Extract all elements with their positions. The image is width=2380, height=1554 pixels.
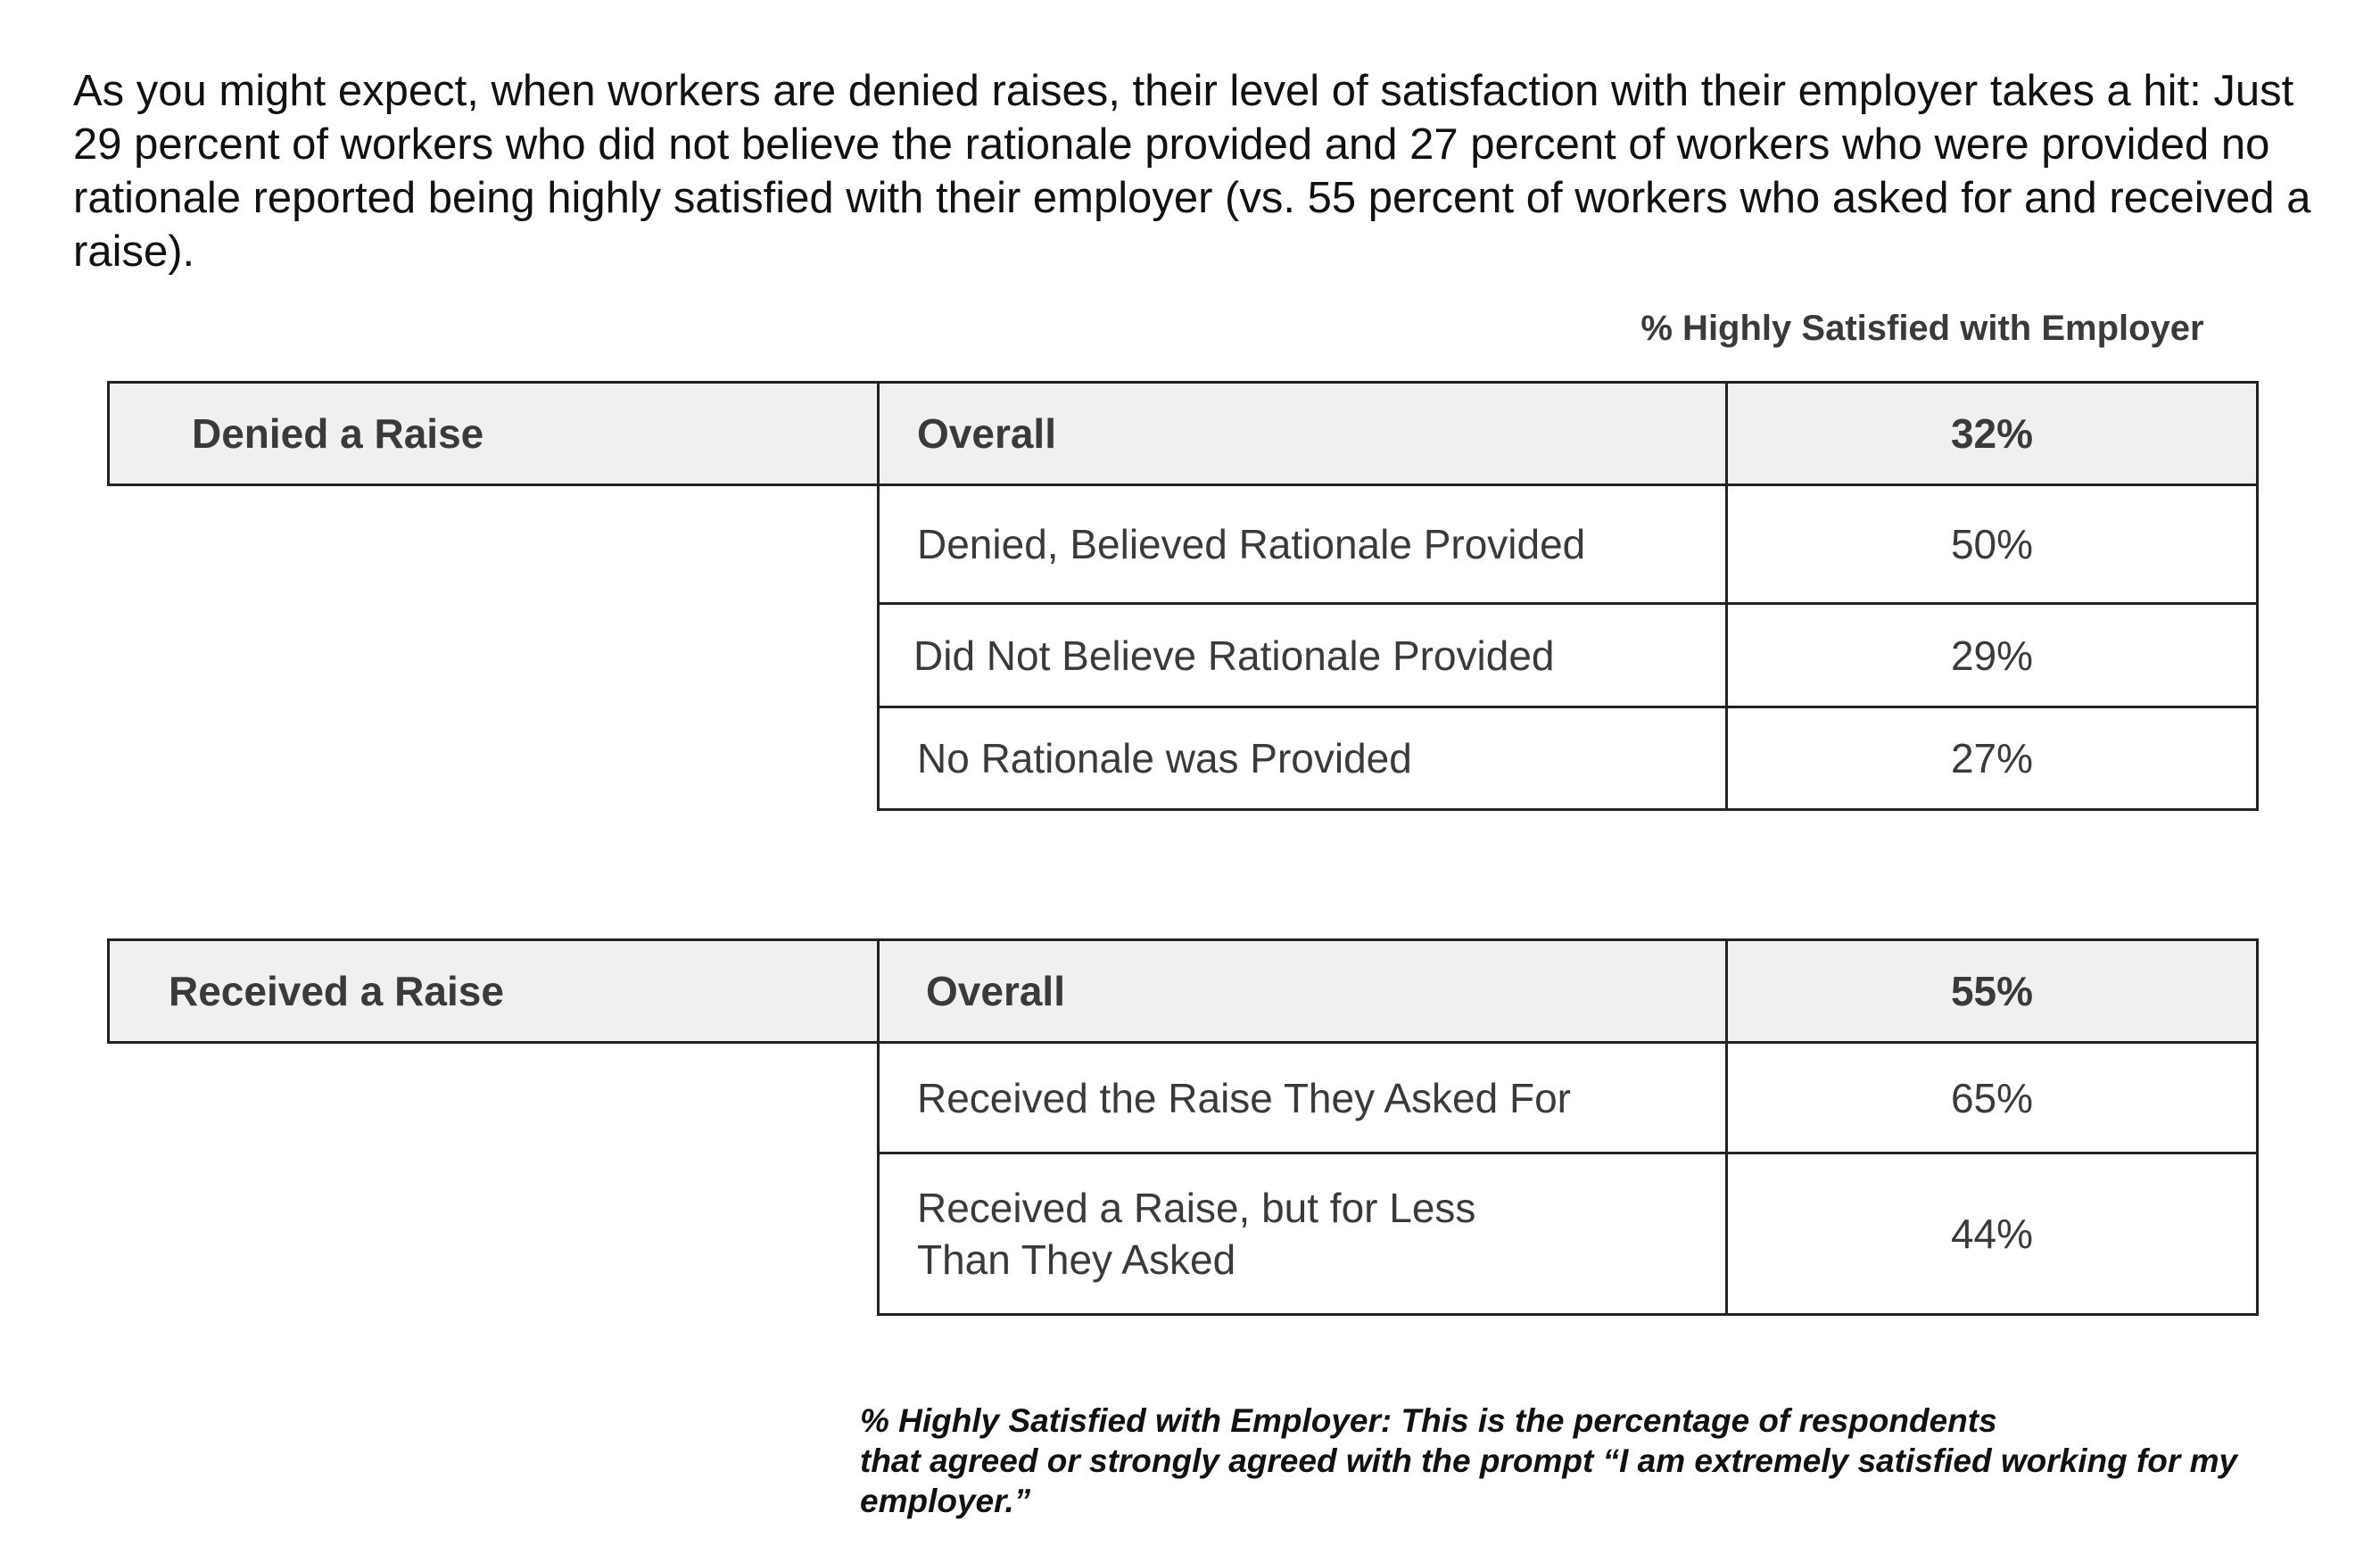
row-value: 27% [1725,706,2259,811]
row-label: Received the Raise They Asked For [877,1041,1728,1154]
row-label: Received a Raise, but for Less Than They Asked [877,1152,1728,1316]
intro-paragraph: As you might expect, when workers are denied raises, their level of satisfaction with their employer takes a hit: Just 29 percent of workers who did not believe the rationale provided and 27 percent of workers who were provided no rationale reported being highly satisfied with their employer (vs. 55 percent of workers who asked for and received a raise). [73,67,2311,276]
row-label: Denied, Believed Rationale Provided [877,484,1728,605]
row-value: 55% [1725,938,2259,1044]
group-label: Denied a Raise [107,381,880,486]
row-label: Did Not Believe Rationale Provided [877,602,1728,708]
row-value: 50% [1725,484,2259,605]
table-row [107,602,2259,708]
table-row [107,706,2259,811]
table-row [107,381,2259,486]
table-row [107,1152,2259,1316]
row-value: 65% [1725,1041,2259,1154]
row-label: Overall [877,381,1728,486]
group-label: Received a Raise [107,938,880,1044]
row-value: 29% [1725,602,2259,708]
row-label: Overall [877,938,1728,1044]
row-label: No Rationale was Provided [877,706,1728,811]
footnote [860,1401,2359,1521]
row-value: 32% [1725,381,2259,486]
footnote-line: that agreed or strongly agreed with the prompt “I am extremely satisfied working for my employer.” [860,1442,2238,1519]
table-row [107,938,2259,1044]
table-row [107,484,2259,605]
column-caption: % Highly Satisfied with Employer [1640,309,2204,348]
table-row [107,1041,2259,1154]
footnote-line: % Highly Satisfied with Employer: This is the percentage of respondents [860,1402,1997,1439]
row-value: 44% [1725,1152,2259,1316]
